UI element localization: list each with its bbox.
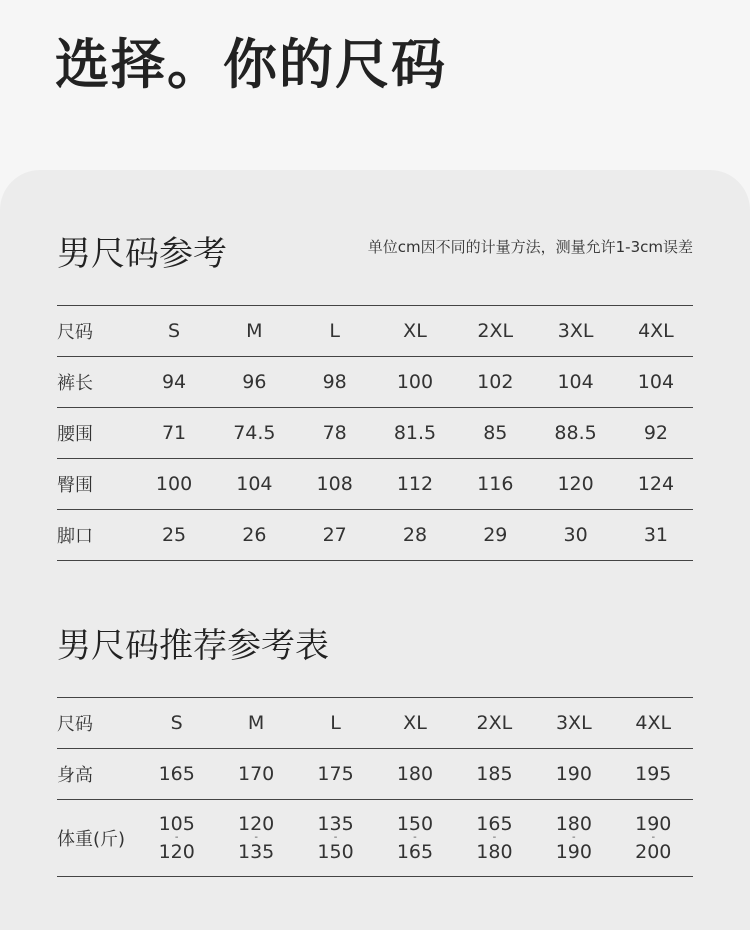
weight-high: 200	[635, 841, 672, 863]
table-cell: 112	[372, 459, 458, 510]
table-cell: 170	[216, 749, 295, 800]
range-dash: -	[492, 832, 497, 843]
weight-low: 120	[238, 813, 275, 835]
table-cell: 185	[455, 749, 534, 800]
row-label: 裤长	[57, 357, 137, 408]
row-label: 尺码	[57, 698, 137, 749]
row-label: 腰围	[57, 408, 137, 459]
table-cell: 180	[375, 749, 454, 800]
table-cell: 190	[534, 749, 613, 800]
weight-high: 180	[476, 841, 513, 863]
table-cell: 104	[619, 357, 693, 408]
table-cell: 104	[532, 357, 618, 408]
table-cell: 3XL	[532, 306, 618, 357]
table-cell: 78	[298, 408, 372, 459]
row-label: 体重(斤)	[57, 800, 137, 877]
weight-low: 135	[317, 813, 354, 835]
table-row	[57, 408, 693, 459]
weight-range-cell	[614, 800, 693, 877]
size-reference-table	[57, 305, 693, 561]
weight-low: 180	[555, 813, 592, 835]
table-cell: 165	[137, 749, 216, 800]
range-dash: -	[413, 832, 417, 843]
weight-high: 190	[555, 841, 592, 863]
table-cell: 28	[372, 510, 458, 561]
table-row	[57, 800, 693, 877]
table-cell: 100	[372, 357, 458, 408]
weight-range-cell	[137, 800, 216, 877]
table-row	[57, 749, 693, 800]
weight-range-cell	[375, 800, 454, 877]
table-cell: 175	[296, 749, 375, 800]
table-cell: L	[298, 306, 372, 357]
weight-high: 120	[158, 841, 195, 863]
range-dash: -	[651, 832, 656, 843]
table-cell: 81.5	[372, 408, 458, 459]
table-cell: 74.5	[211, 408, 297, 459]
size-recommendation-table	[57, 697, 693, 877]
table-cell: 94	[137, 357, 211, 408]
weight-low: 165	[476, 813, 513, 835]
table-cell: 96	[211, 357, 297, 408]
table-row	[57, 510, 693, 561]
table-cell: 27	[298, 510, 372, 561]
table-cell: 26	[211, 510, 297, 561]
weight-high: 165	[396, 841, 434, 863]
table-header-row	[57, 698, 693, 749]
row-label: 脚口	[57, 510, 137, 561]
weight-high: 150	[317, 841, 354, 863]
table-cell: 102	[458, 357, 532, 408]
range-dash: -	[174, 832, 179, 843]
table-cell: XL	[375, 698, 454, 749]
table-row	[57, 459, 693, 510]
table-cell: 4XL	[614, 698, 693, 749]
weight-range-cell	[296, 800, 375, 877]
table-cell: 100	[137, 459, 211, 510]
table-cell: S	[137, 698, 216, 749]
table-cell: XL	[372, 306, 458, 357]
weight-range-cell	[216, 800, 295, 877]
table-header-row	[57, 306, 693, 357]
table-cell: 2XL	[458, 306, 532, 357]
row-label: 臀围	[57, 459, 137, 510]
row-label: 身高	[57, 749, 137, 800]
section2-title: 男尺码推荐参考表	[57, 626, 329, 666]
table-cell: 108	[298, 459, 372, 510]
unit-note: 单位cm因不同的计量方法，测量允许1-3cm误差	[367, 238, 693, 256]
table-cell: 195	[614, 749, 693, 800]
table-cell: 88.5	[532, 408, 618, 459]
table-cell: S	[137, 306, 211, 357]
table-cell: 98	[298, 357, 372, 408]
range-dash: -	[254, 832, 258, 843]
table-cell: 4XL	[619, 306, 693, 357]
range-dash: -	[333, 832, 338, 843]
table-cell: M	[216, 698, 295, 749]
table-row	[57, 357, 693, 408]
weight-low: 105	[158, 813, 195, 835]
weight-high: 135	[238, 841, 275, 863]
table-cell: 25	[137, 510, 211, 561]
weight-range-cell	[455, 800, 534, 877]
page-headline: 选择。你的尺码	[55, 33, 447, 96]
row-label: 尺码	[57, 306, 137, 357]
table-cell: 85	[458, 408, 532, 459]
weight-low: 190	[635, 813, 672, 835]
table-cell: 2XL	[455, 698, 534, 749]
table-cell: 120	[532, 459, 618, 510]
table-cell: 92	[619, 408, 693, 459]
table-cell: 116	[458, 459, 532, 510]
table-cell: 29	[458, 510, 532, 561]
weight-low: 150	[396, 813, 434, 835]
table-cell: 31	[619, 510, 693, 561]
table-cell: 71	[137, 408, 211, 459]
table-cell: 30	[532, 510, 618, 561]
weight-range-cell	[534, 800, 613, 877]
section1-title: 男尺码参考	[57, 234, 227, 274]
table-cell: 124	[619, 459, 693, 510]
table-cell: L	[296, 698, 375, 749]
table-cell: M	[211, 306, 297, 357]
range-dash: -	[572, 832, 576, 843]
table-cell: 104	[211, 459, 297, 510]
table-cell: 3XL	[534, 698, 613, 749]
